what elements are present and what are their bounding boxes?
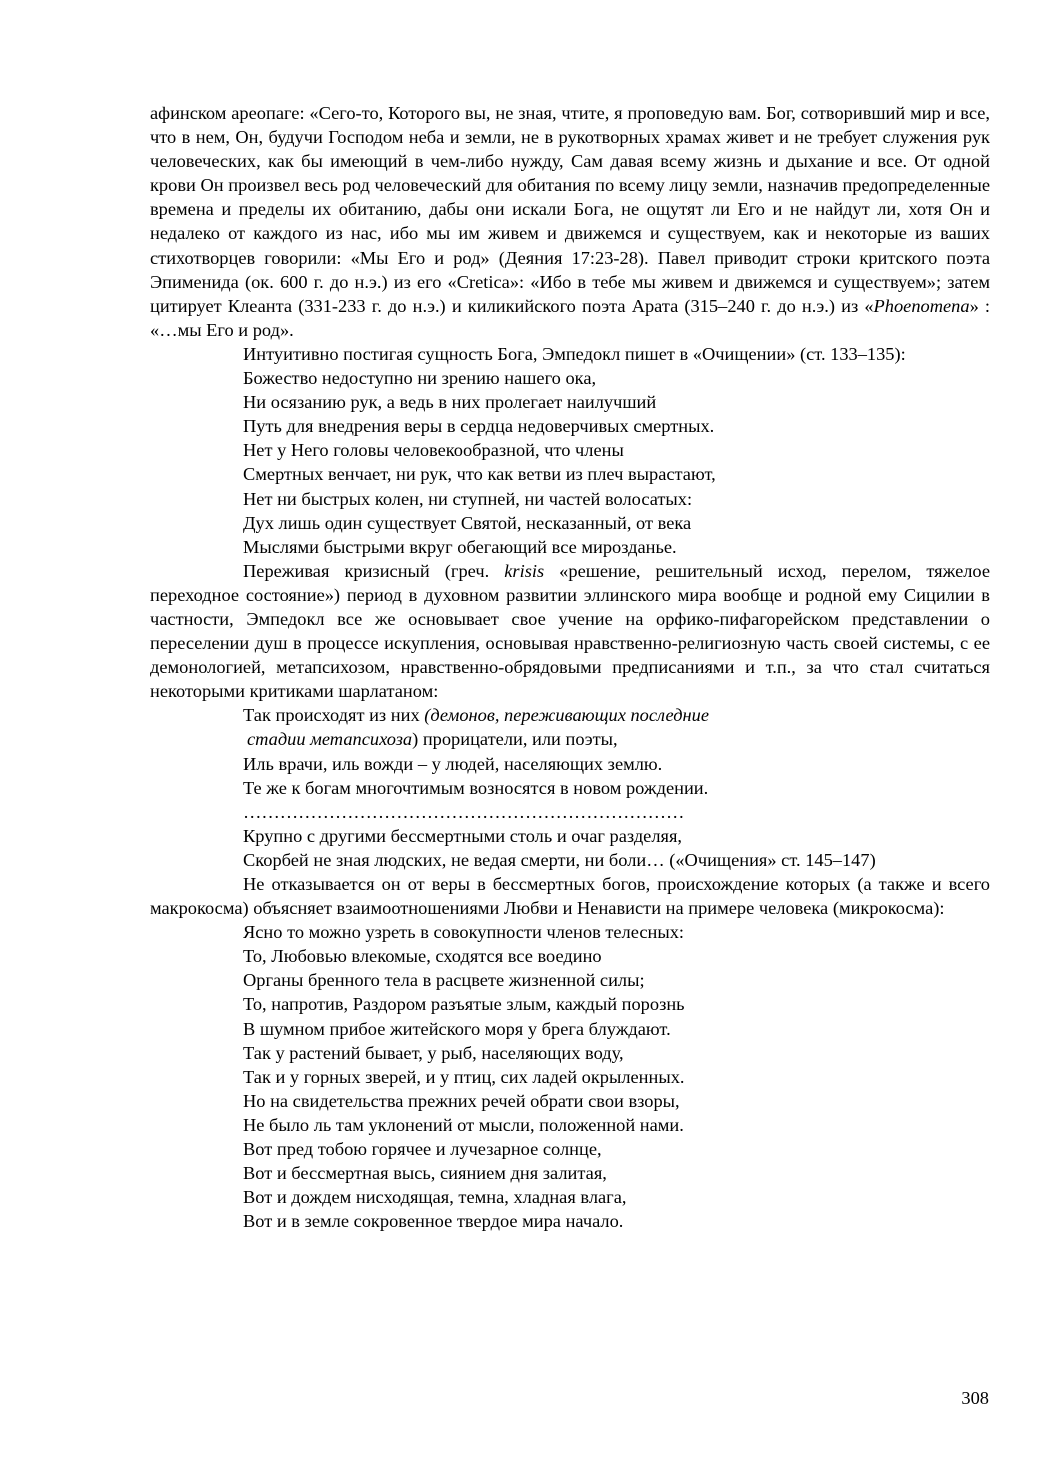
verse-line: Иль врачи, иль вожди – у людей, населяющих землю. xyxy=(243,753,663,774)
verse-line: Дух лишь один существует Святой, несказанный, от века xyxy=(243,512,692,533)
body-text xyxy=(150,101,990,1233)
verse-line: Скорбей не зная людских, не ведая смерти, ни боли… («Очищения» ст. 145–147) xyxy=(243,849,876,870)
verse-line: Мыслями быстрыми вкруг обегающий все мирозданье. xyxy=(243,536,677,557)
verse-line: Те же к богам многочтимым возносятся в новом рождении. xyxy=(243,777,709,798)
verse-line: Вот и в земле сокровенное твердое мира начало. xyxy=(243,1211,624,1232)
verse-line: Божество недоступно ни зрению нашего ока, xyxy=(243,368,597,389)
verse-line: Крупно с другими бессмертными столь и очаг разделяя, xyxy=(243,825,683,846)
verse-line: Вот и бессмертная высь, сиянием дня залитая, xyxy=(243,1163,607,1184)
verse-purifications-145 xyxy=(150,703,990,872)
verse-line: Нет ни быстрых колен, ни ступней, ни частей волосатых: xyxy=(243,488,693,509)
verse-line: Путь для внедрения веры в сердца недоверчивых смертных. xyxy=(243,416,715,437)
verse-line: Нет у Него головы человекообразной, что члены xyxy=(243,440,624,461)
verse-line: То, напротив, Раздором разъятые злым, каждый порознь xyxy=(243,994,685,1015)
verse-line: Ясно то можно узреть в совокупности членов телесных: xyxy=(243,922,685,943)
verse-line: То, Любовью влекомые, сходятся все воедино xyxy=(243,946,602,967)
paragraph-areopagus: афинском ареопаге: «Сего-то, Которого вы, не зная, чтите, я проповедую вам. Бог, сотворивший мир и все, что в нем, Он, будучи Господом неба и земли, не в рукотворных храмах живет и не требует служения рук человеческих, как бы имеющий в чем-либо нужду, Сам давая всему жизнь и дыхание и все. От одной крови Он произвел весь род человеческий для обитания по всему лицу земли, назначив предопределенные времена и пределы их обитанию, дабы они искали Бога, не ощутят ли Его и не найдут ли, хотя Он и недалеко от каждого из нас, ибо мы им живем и движемся и существуем, как и некоторые из ваших стихотворцев говорили: «Мы Его и род» (Деяния 17:23-28). Павел приводит строки критского поэта Эпименида (ок. 600 г. до н.э.) из его «Cretica»: «Ибо в тебе мы живем и движемся и существуем»; затем цитирует Клеанта (331-233 г. до н.э.) и киликийского поэта Арата (315–240 г. до н.э.) из «Phoenomena» : «…мы Его и род». xyxy=(150,103,991,340)
verse-microcosm xyxy=(150,920,990,1233)
verse-line: Вот пред тобою горячее и лучезарное солнце, xyxy=(243,1139,602,1160)
verse-line: Но на свидетельства прежних речей обрати свои взоры, xyxy=(243,1090,680,1111)
paragraph-empedocles-intro: Интуитивно постигая сущность Бога, Эмпедокл пишет в «Очищении» (ст. 133–135): xyxy=(243,343,906,364)
verse-line: Смертных венчает, ни рук, что как ветви из плеч вырастают, xyxy=(243,464,716,485)
page-number: 308 xyxy=(961,1388,989,1408)
paragraph-crisis: Переживая кризисный (греч. krisis «решение, решительный исход, перелом, тяжелое переходное состояние») период в духовном развитии эллинского мира вообще и родной ему Сицилии в частности, Эмпедокл все же основывает свое учение на орфико-пифагорейском представлении о переселении душ в процессе искупления, основывая нравственно-религиозную часть своей системы, с ее демонологией, метапсихозом, нравственно-обрядовыми предписаниями и т.п., за что стал считаться некоторыми критиками шарлатаном: xyxy=(150,560,990,702)
verse-line: Органы бренного тела в расцвете жизненной силы; xyxy=(243,970,645,991)
verse-purifications-133 xyxy=(150,366,990,559)
verse-line: Так у растений бывает, у рыб, населяющих воду, xyxy=(243,1042,624,1063)
verse-line: Не было ль там уклонений от мысли, положенной нами. xyxy=(243,1114,684,1135)
verse-line: Так происходят из них (демонов, переживающих последние xyxy=(243,705,709,726)
verse-line: стадии метапсихоза) прорицатели, или поэты, xyxy=(247,729,618,750)
verse-line: В шумном прибое житейского моря у брега блуждают. xyxy=(243,1018,671,1039)
verse-line: Ни осязанию рук, а ведь в них пролегает наилучший xyxy=(243,392,657,413)
ellipsis-line: ……………………………………………………………… xyxy=(243,801,685,822)
paragraph-love-hate: Не отказывается он от веры в бессмертных богов, происхождение которых (а также и всего макрокосма) объясняет взаимоотношениями Любви и Ненависти на примере человека (микрокосма): xyxy=(150,874,990,919)
verse-line: Так и у горных зверей, и у птиц, сих ладей окрыленных. xyxy=(243,1066,685,1087)
verse-line: Вот и дождем нисходящая, темна, хладная влага, xyxy=(243,1187,627,1208)
